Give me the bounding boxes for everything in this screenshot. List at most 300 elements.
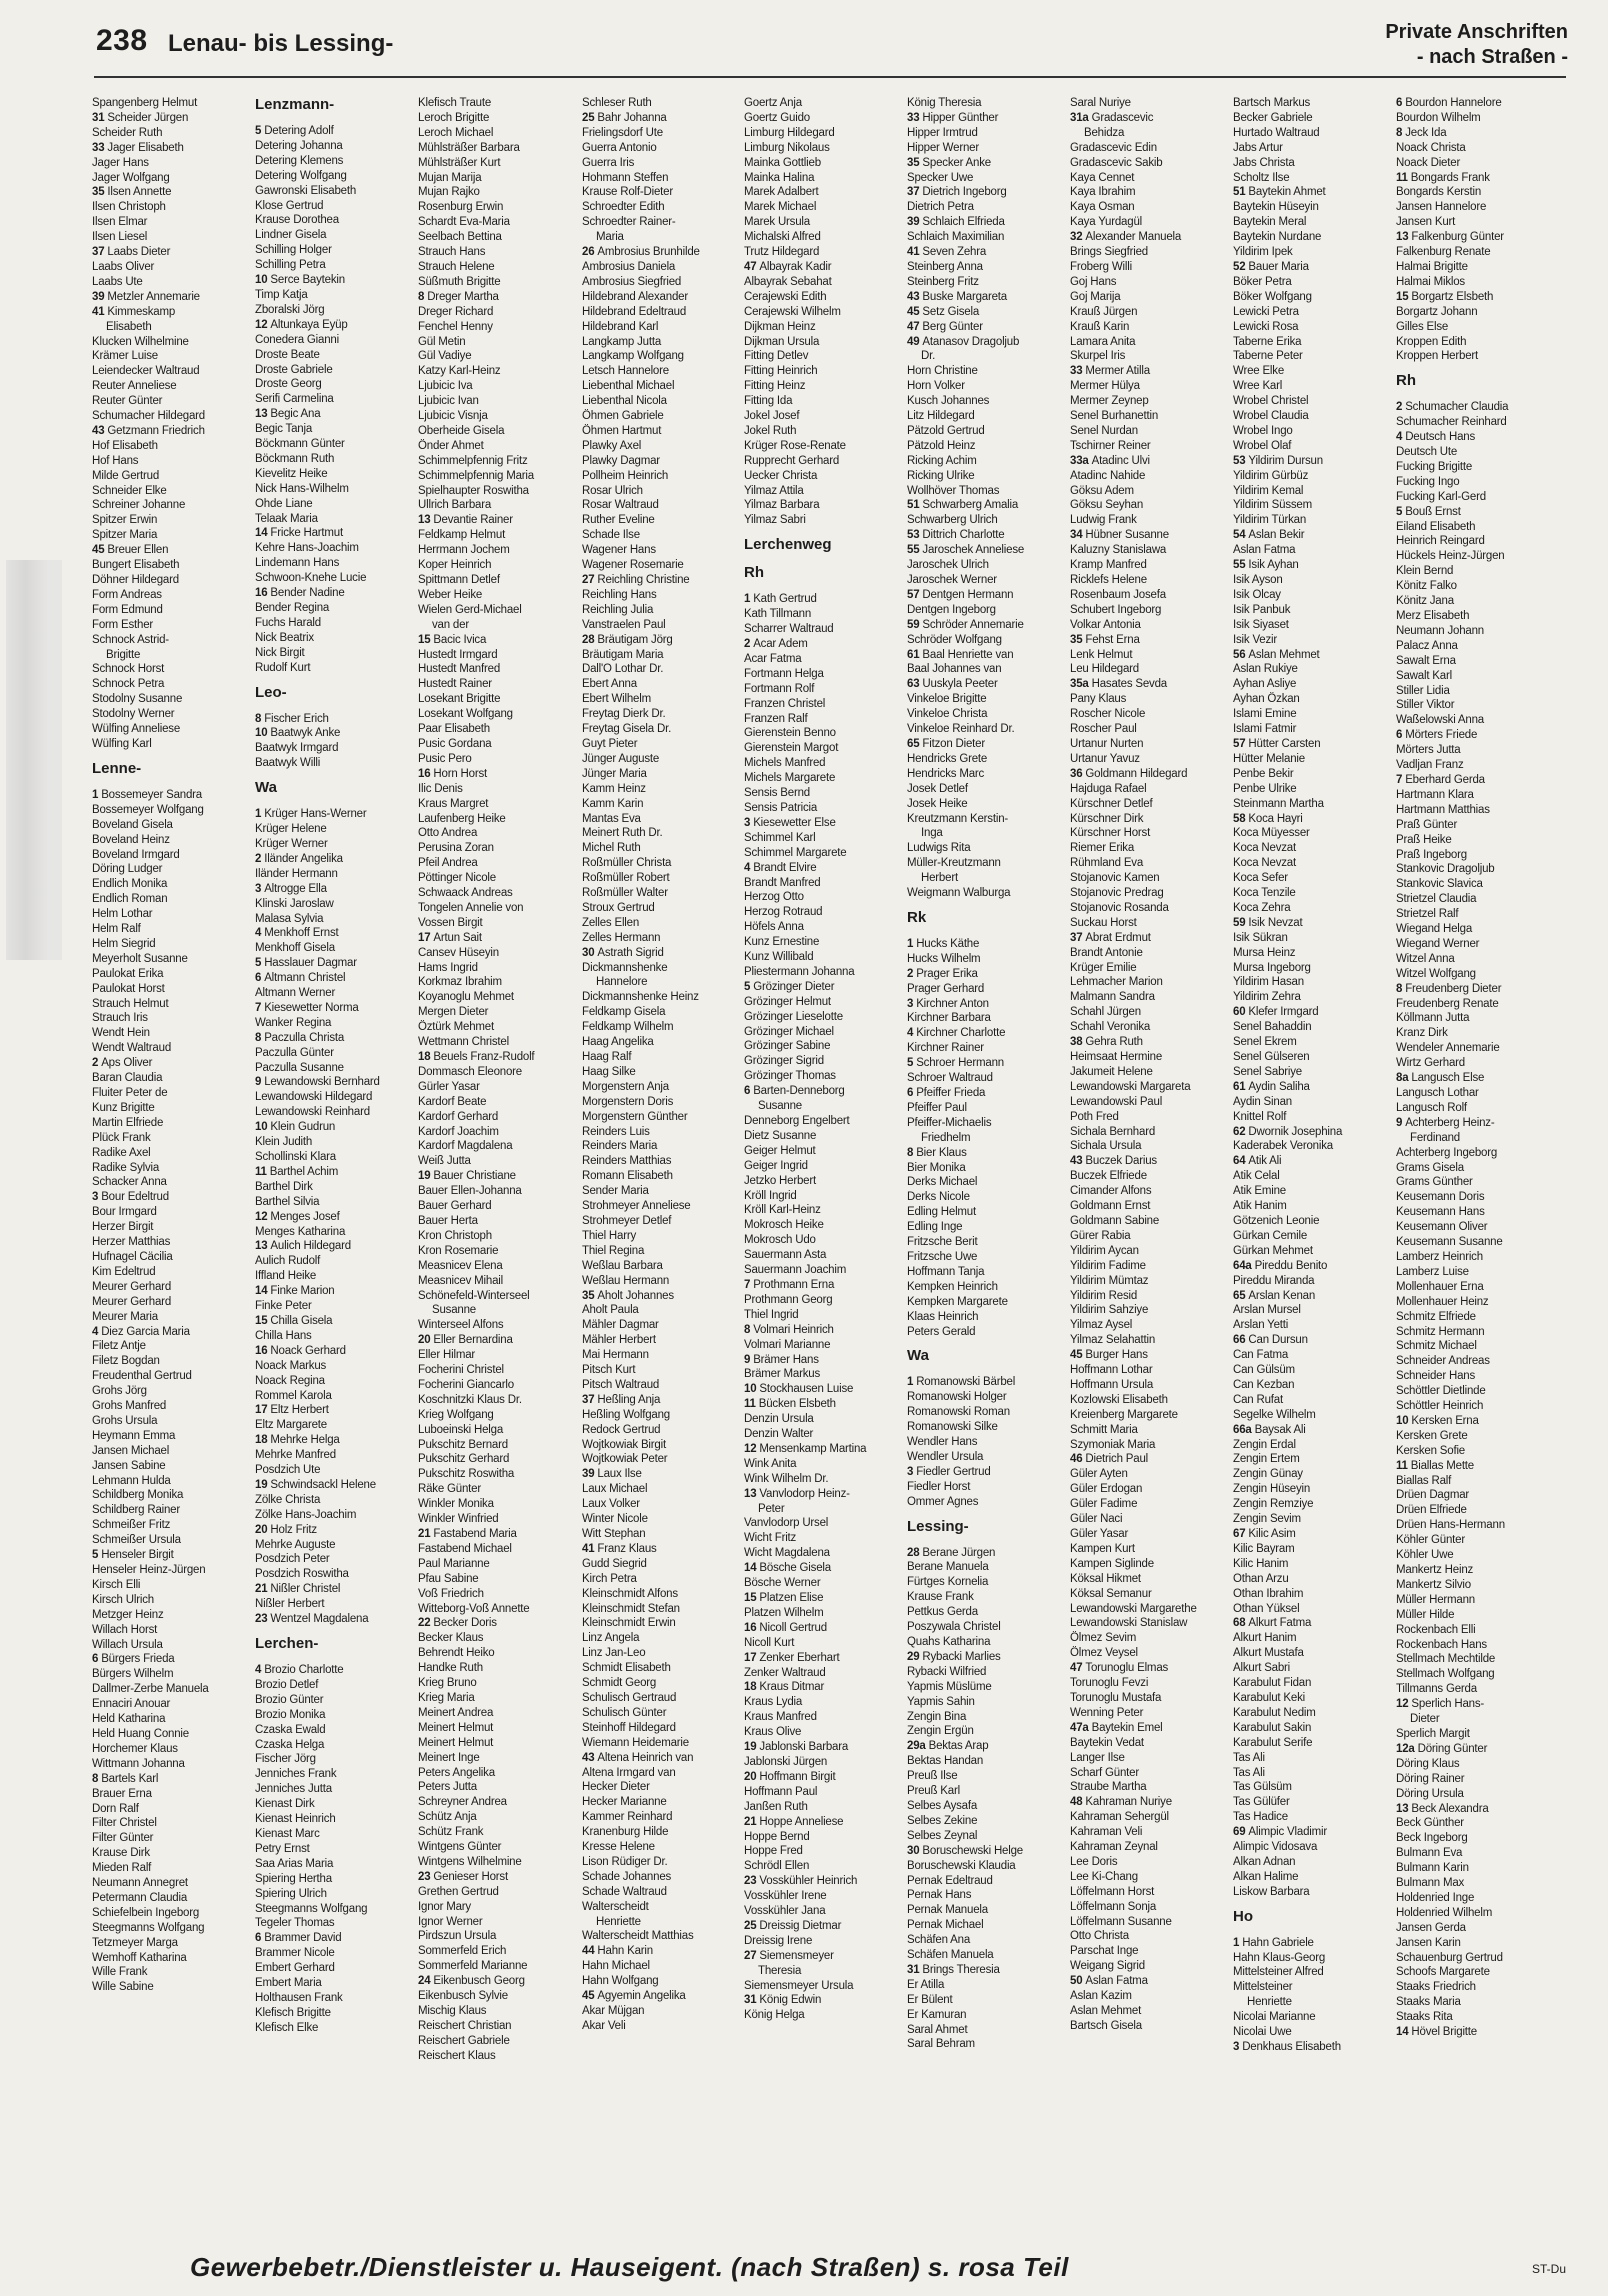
resident-name: Krüger Hans-Werner: [264, 808, 367, 821]
directory-entry: [1396, 96, 1556, 111]
directory-entry: Uecker Christa: [744, 469, 818, 482]
directory-entry: Pukschitz Roswitha: [418, 1468, 515, 1481]
house-number: 64a: [1233, 1259, 1252, 1272]
directory-entry: Praß Günter: [1396, 818, 1458, 831]
directory-entry: Alkurt Mustafa: [1233, 1647, 1304, 1660]
directory-entry: Falkenburg Renate: [1396, 246, 1491, 259]
directory-entry: Öhmen Hartmut: [582, 424, 662, 437]
directory-entry: Vinkeloe Brigitte: [907, 693, 987, 706]
directory-entry: Isik Olcay: [1233, 588, 1281, 601]
directory-entry: Schmitz Hermann: [1396, 1325, 1485, 1338]
directory-entry: Ebert Anna: [582, 678, 637, 691]
directory-column-2: [255, 96, 415, 2224]
directory-entry: Dreissig Irene: [744, 1934, 813, 1947]
directory-entry: [418, 1333, 578, 1348]
house-number: 24: [418, 1975, 431, 1988]
directory-entry: Ricking Achim: [907, 454, 977, 467]
directory-entry: Schade Ilse: [582, 529, 640, 542]
directory-entry: Löffelmann Susanne: [1070, 1915, 1172, 1928]
directory-entry: Bier Monika: [907, 1161, 966, 1174]
directory-entry: Mokrosch Heike: [744, 1219, 824, 1232]
directory-entry: Urtanur Yavuz: [1070, 752, 1140, 765]
directory-entry: Herzer Birgit: [92, 1221, 154, 1234]
house-number: 8: [1396, 126, 1403, 139]
directory-entry: [1070, 1721, 1230, 1736]
resident-name: Koca Hayri: [1248, 812, 1303, 825]
directory-entry: Kramp Manfred: [1070, 559, 1147, 572]
directory-entry: Hecker Dieter: [582, 1781, 650, 1794]
directory-entry: Karabulut Nedim: [1233, 1706, 1316, 1719]
directory-entry: Schoofs Margarete: [1396, 1966, 1490, 1979]
house-number: 21: [255, 1583, 268, 1596]
directory-entry: Steinberg Fritz: [907, 275, 979, 288]
directory-entry: Czaska Ewald: [255, 1723, 326, 1736]
directory-entry: Geiger Ingrid: [744, 1159, 808, 1172]
directory-entry: Zengin Ergün: [907, 1725, 974, 1738]
directory-entry: Jaroschek Ulrich: [907, 559, 989, 572]
directory-entry: [907, 1650, 1067, 1665]
resident-name: Schroer Hermann: [916, 1057, 1004, 1070]
resident-name: Mörters Friede: [1405, 729, 1478, 742]
house-number: 61: [1233, 1080, 1246, 1093]
street-heading: Rk: [907, 908, 927, 926]
directory-entry: Tillmanns Gerda: [1396, 1683, 1477, 1696]
directory-entry: [907, 677, 1067, 692]
directory-entry: Hof Elisabeth: [92, 439, 158, 452]
house-number: 13: [418, 514, 431, 527]
resident-name: Setz Gisela: [922, 305, 980, 318]
house-number: 27: [582, 574, 595, 586]
directory-entry: Strauch Iris: [92, 1012, 148, 1025]
directory-entry: Wollhöver Thomas: [907, 484, 1000, 497]
resident-name: Dreissig Dietmar: [759, 1919, 842, 1932]
directory-entry: Thiel Ingrid: [744, 1308, 799, 1321]
directory-entry: Jansen Karin: [1396, 1936, 1461, 1949]
directory-entry: Akar Müjgan: [582, 2005, 645, 2017]
directory-entry: [582, 1944, 742, 1959]
directory-entry: [744, 1323, 904, 1338]
directory-entry: Krause Frank: [907, 1591, 974, 1604]
directory-entry: Grözinger Thomas: [744, 1070, 836, 1083]
directory-entry: Linz Angela: [582, 1632, 640, 1645]
directory-entry: Paczulla Susanne: [255, 1061, 344, 1074]
resident-name: Dietrich Ingeborg: [922, 186, 1007, 199]
house-number: 4: [255, 927, 262, 940]
directory-entry: Lindemann Hans: [255, 557, 340, 570]
directory-entry: Willach Horst: [92, 1623, 158, 1636]
house-number: 8: [1396, 982, 1403, 995]
resident-name: Fricke Hartmut: [270, 527, 344, 540]
directory-entry: Liskow Barbara: [1233, 1885, 1310, 1898]
house-number: 6: [92, 1653, 99, 1666]
directory-entry: Wrobel Christel: [1233, 395, 1309, 408]
directory-entry: Rosar Ulrich: [582, 484, 643, 497]
directory-entry: [92, 543, 252, 558]
directory-column-6: [907, 96, 1067, 2224]
directory-entry: Saral Nuriye: [1070, 97, 1131, 109]
directory-entry: Preuß Karl: [907, 1785, 960, 1798]
directory-entry: [744, 1874, 904, 1889]
directory-entry: [1233, 528, 1393, 543]
directory-entry: [1070, 230, 1230, 245]
directory-entry: Kreutzmann Kerstin-: [907, 812, 1009, 825]
directory-entry: Hipper Irmtrud: [907, 126, 978, 139]
directory-entry: Döring Rainer: [1396, 1772, 1465, 1785]
house-number: 8: [907, 1146, 914, 1159]
resident-name: Reichling Christine: [597, 574, 690, 586]
directory-entry: [255, 882, 415, 897]
directory-entry: Koca Tenzile: [1233, 887, 1296, 900]
house-number: 66a: [1233, 1423, 1252, 1436]
house-number: 10: [255, 727, 268, 740]
resident-name: Arslan Kenan: [1248, 1289, 1316, 1302]
directory-entry: Laabs Oliver: [92, 260, 155, 273]
directory-entry: Helm Lothar: [92, 908, 153, 921]
directory-entry: [744, 260, 904, 275]
directory-entry: Isik Siyaset: [1233, 618, 1289, 631]
directory-entry: Wendeler Annemarie: [1396, 1042, 1500, 1055]
directory-entry: Dommasch Eleonore: [418, 1065, 522, 1078]
entry-continuation: Ferdinand: [1410, 1131, 1460, 1144]
directory-entry: Schahl Jürgen: [1070, 1006, 1141, 1019]
directory-entry: Hustedt Rainer: [418, 678, 492, 691]
directory-entry: Grözinger Sabine: [744, 1040, 831, 1053]
directory-entry: Fiedler Horst: [907, 1480, 971, 1493]
directory-entry: Droste Georg: [255, 378, 322, 391]
directory-entry: Nick Beatrix: [255, 631, 314, 644]
resident-name: Getzmann Friedrich: [107, 424, 205, 437]
directory-entry: [744, 1949, 904, 1964]
resident-name: Hahn Karin: [597, 1945, 653, 1958]
resident-name: Falkenburg Günter: [1411, 231, 1504, 244]
house-number: 10: [744, 1383, 757, 1396]
directory-entry: [744, 1353, 904, 1368]
directory-entry: Könitz Falko: [1396, 580, 1457, 593]
resident-name: Freudenberg Dieter: [1405, 982, 1502, 995]
directory-entry: Laabs Ute: [92, 275, 143, 288]
directory-entry: Morgenstern Günther: [582, 1110, 688, 1123]
house-number: 23: [255, 1613, 268, 1626]
directory-entry: Otto Christa: [1070, 1930, 1129, 1943]
directory-entry: Yildirim Türkan: [1233, 514, 1307, 527]
directory-entry: Frielingsdorf Ute: [582, 126, 663, 139]
directory-entry: Jenniches Jutta: [255, 1783, 332, 1796]
directory-entry: Schumacher Hildegard: [92, 410, 205, 423]
directory-entry: Kamm Karin: [582, 797, 644, 810]
resident-name: Mensenkamp Martina: [759, 1442, 867, 1455]
house-number: 53: [907, 529, 920, 542]
directory-entry: Mörters Jutta: [1396, 744, 1461, 757]
directory-entry: [1396, 230, 1556, 245]
house-number: 16: [744, 1621, 757, 1634]
directory-entry: Measnicev Mihail: [418, 1274, 503, 1287]
resident-name: Hübner Susanne: [1085, 529, 1169, 542]
directory-entry: Göksu Seyhan: [1070, 499, 1144, 512]
directory-entry: Cerajewski Edith: [744, 290, 827, 303]
directory-entry: Torunoglu Fevzi: [1070, 1677, 1149, 1690]
directory-entry: Er Kamuran: [907, 2008, 967, 2021]
house-number: 37: [1070, 931, 1083, 944]
directory-entry: Boveland Heinz: [92, 833, 170, 846]
directory-entry: Ricking Ulrike: [907, 469, 975, 482]
directory-entry: Grohs Jörg: [92, 1385, 147, 1398]
directory-entry: [255, 712, 415, 727]
resident-name: Biallas Mette: [1410, 1459, 1474, 1472]
directory-entry: [1070, 111, 1230, 126]
directory-entry: [744, 1591, 904, 1606]
resident-name: Gehra Ruth: [1085, 1036, 1143, 1049]
directory-entry: [744, 1442, 904, 1457]
directory-entry: Perusina Zoran: [418, 842, 494, 855]
directory-entry: Jaroschek Werner: [907, 574, 997, 586]
directory-entry: Tas Ali: [1233, 1766, 1265, 1779]
directory-entry: Karabulut Sakin: [1233, 1721, 1312, 1734]
resident-name: Siemensmeyer: [759, 1949, 834, 1962]
house-number: 16: [255, 1344, 268, 1357]
directory-entry: Mähler Dagmar: [582, 1319, 659, 1332]
directory-entry: Paar Elisabeth: [418, 723, 490, 736]
footer-note: Gewerbebetr./Dienstleister u. Hauseigent. (nach Straßen) s. rosa Teil: [190, 2252, 1069, 2282]
directory-entry: Boruschewski Klaudia: [907, 1859, 1016, 1872]
directory-entry: Sichala Ursula: [1070, 1140, 1142, 1153]
directory-entry: Pitsch Kurt: [582, 1364, 636, 1377]
directory-entry: [1233, 2040, 1393, 2055]
directory-entry: Geiger Helmut: [744, 1144, 816, 1157]
house-number: 31: [744, 1994, 757, 2007]
directory-entry: Stankovic Dragoljub: [1396, 863, 1495, 876]
house-number: 20: [418, 1334, 431, 1347]
house-number: 51: [1233, 186, 1246, 199]
resident-name: Serce Baytekin: [270, 274, 345, 287]
directory-entry: [744, 1561, 904, 1576]
resident-name: Eberhard Gerda: [1405, 773, 1485, 786]
directory-entry: Skurpel Iris: [1070, 350, 1126, 363]
directory-entry: Kath Tillmann: [744, 608, 812, 621]
directory-entry: [744, 1815, 904, 1830]
directory-entry: [418, 767, 578, 782]
directory-entry: Pernak Edeltraud: [907, 1874, 993, 1887]
directory-entry: Volmari Marianne: [744, 1338, 831, 1351]
resident-name: Agyemin Angelika: [597, 1990, 686, 2003]
directory-entry: [255, 318, 415, 333]
directory-entry: Romanowski Silke: [907, 1421, 998, 1434]
directory-entry: Grethen Gertrud: [418, 1885, 499, 1898]
directory-entry: Pukschitz Gerhard: [418, 1453, 510, 1466]
house-number: 3: [1233, 2041, 1240, 2053]
house-number: 14: [744, 1562, 757, 1575]
directory-entry: Jansen Kurt: [1396, 216, 1456, 229]
resident-name: Albayrak Kadir: [759, 260, 832, 273]
directory-entry: [92, 1548, 252, 1563]
directory-entry: Witt Stephan: [582, 1528, 646, 1540]
resident-name: Bauer Christiane: [433, 1170, 516, 1183]
directory-entry: Weßlau Barbara: [582, 1259, 663, 1272]
directory-entry: [255, 273, 415, 288]
directory-entry: Othan Ibrahim: [1233, 1587, 1304, 1600]
directory-entry: Roßmüller Walter: [582, 887, 668, 900]
directory-entry: [1233, 1825, 1393, 1840]
house-number: 23: [418, 1870, 431, 1883]
house-number: 13: [1396, 1802, 1409, 1815]
house-number: 14: [255, 1285, 268, 1298]
directory-entry: Mehrke Manfred: [255, 1449, 336, 1462]
directory-entry: Gierenstein Margot: [744, 742, 839, 755]
house-number: 2: [907, 967, 914, 980]
directory-entry: Petermann Claudia: [92, 1891, 188, 1904]
directory-entry: Schroer Waltraud: [907, 1072, 993, 1085]
directory-entry: [1396, 126, 1556, 141]
directory-entry: Pernak Michael: [907, 1919, 984, 1932]
directory-entry: Stojanovic Kamen: [1070, 872, 1160, 885]
resident-name: Buske Margareta: [922, 290, 1007, 303]
directory-entry: Sauermann Joachim: [744, 1264, 847, 1277]
directory-entry: Leiendecker Waltraud: [92, 365, 200, 378]
directory-entry: Göksu Adem: [1070, 484, 1134, 497]
directory-entry: [418, 1974, 578, 1989]
directory-entry: Eiland Elisabeth: [1396, 520, 1476, 533]
house-number: 5: [744, 980, 751, 993]
house-number: 3: [92, 1191, 99, 1204]
house-number: 61: [907, 648, 920, 661]
directory-entry: [1396, 290, 1556, 305]
directory-entry: Parschat Inge: [1070, 1945, 1139, 1958]
house-number: 38: [1070, 1036, 1083, 1049]
directory-entry: Strietzel Ralf: [1396, 908, 1459, 921]
directory-entry: Kirsch Ulrich: [92, 1593, 154, 1606]
directory-entry: Lehmacher Marion: [1070, 976, 1163, 989]
resident-name: Aps Oliver: [101, 1057, 153, 1070]
directory-entry: Paczulla Günter: [255, 1046, 334, 1059]
house-number: 29a: [907, 1740, 926, 1753]
directory-entry: Atik Celal: [1233, 1170, 1280, 1183]
entry-continuation: Inga: [921, 827, 943, 840]
directory-entry: Pfeil Andrea: [418, 857, 478, 870]
house-number: 35: [907, 156, 920, 169]
directory-entry: Selbes Aysafa: [907, 1799, 978, 1812]
house-number: 65: [1233, 1289, 1246, 1302]
house-number: 5: [907, 1057, 914, 1070]
directory-entry: Losekant Wolfgang: [418, 708, 513, 721]
house-number: 11: [1396, 171, 1408, 184]
house-number: 1: [907, 1376, 914, 1389]
resident-name: Bouß Ernst: [1405, 505, 1461, 518]
street-heading: Rh: [744, 564, 764, 582]
directory-entry: Eller Hilmar: [418, 1349, 476, 1362]
directory-entry: Stroux Gertrud: [582, 901, 655, 914]
resident-name: Deutsch Hans: [1405, 431, 1476, 444]
directory-entry: Schollinski Klara: [255, 1151, 336, 1163]
directory-entry: Klefisch Elke: [255, 2021, 319, 2034]
street-heading: Lessing-: [907, 1517, 969, 1535]
directory-entry: [255, 1239, 415, 1254]
house-number: 35: [582, 1289, 595, 1302]
directory-entry: Akar Veli: [582, 2019, 626, 2032]
directory-entry: [255, 807, 415, 822]
directory-entry: Er Bülent: [907, 1993, 953, 2006]
directory-entry: [255, 1612, 415, 1627]
directory-entry: [744, 1651, 904, 1666]
directory-entry: Koca Müyesser: [1233, 827, 1310, 840]
directory-entry: Yilmaz Selahattin: [1070, 1334, 1156, 1347]
directory-entry: Wree Elke: [1233, 365, 1285, 378]
house-number: 8: [744, 1323, 751, 1336]
house-number: 14: [255, 527, 268, 540]
directory-entry: Dietrich Petra: [907, 201, 974, 214]
resident-name: Gradascevic: [1091, 111, 1154, 124]
directory-entry: Selbes Zeynal: [907, 1829, 978, 1842]
directory-entry: Lamberz Heinrich: [1396, 1250, 1483, 1263]
directory-entry: Redock Gertrud: [582, 1423, 661, 1436]
directory-entry: [92, 245, 252, 260]
directory-entry: Denneborg Engelbert: [744, 1115, 850, 1127]
directory-entry: Döring Klaus: [1396, 1757, 1460, 1770]
directory-entry: Eltz Margarete: [255, 1419, 327, 1432]
house-number: 36: [1070, 767, 1083, 780]
house-number: 7: [744, 1278, 751, 1291]
side-thumb-mark: [6, 560, 62, 960]
house-number: 8: [418, 290, 425, 303]
directory-entry: Edling Helmut: [907, 1206, 976, 1219]
directory-entry: Köllmann Jutta: [1396, 1012, 1470, 1025]
directory-entry: [255, 1344, 415, 1359]
directory-entry: Mermer Hülya: [1070, 380, 1140, 393]
directory-entry: Kron Christoph: [418, 1229, 492, 1242]
directory-entry: Heymann Emma: [92, 1429, 176, 1442]
house-number: 48: [1070, 1796, 1083, 1809]
resident-name: Alexander Manuela: [1085, 231, 1182, 244]
directory-entry: Jansen Sabine: [92, 1459, 166, 1472]
resident-name: Hoffmann Birgit: [759, 1770, 836, 1783]
directory-entry: Helm Siegrid: [92, 937, 156, 950]
house-number: 45: [1070, 1349, 1083, 1362]
resident-name: Hövel Brigitte: [1411, 2026, 1477, 2039]
directory-entry: Ölmez Veysel: [1070, 1647, 1138, 1660]
directory-entry: Freudenberg Renate: [1396, 997, 1499, 1010]
resident-name: Denkhaus Elisabeth: [1242, 2041, 1341, 2053]
resident-name: Bartels Karl: [101, 1772, 159, 1785]
directory-entry: Zölke Hans-Joachim: [255, 1508, 357, 1521]
directory-entry: Isik Vezir: [1233, 633, 1278, 646]
directory-entry: Gawronski Elisabeth: [255, 184, 357, 197]
directory-entry: [255, 1663, 415, 1678]
directory-entry: Rockenbach Elli: [1396, 1623, 1476, 1636]
house-number: 68: [1233, 1617, 1246, 1630]
directory-entry: Schneider Elke: [92, 484, 167, 497]
directory-entry: Bürgers Wilhelm: [92, 1668, 174, 1681]
directory-entry: Feldkamp Gisela: [582, 1006, 666, 1019]
directory-entry: Katzy Karl-Heinz: [418, 365, 501, 378]
directory-entry: Steegmanns Wolfgang: [255, 1902, 368, 1915]
directory-entry: Lewandowski Hildegard: [255, 1091, 373, 1104]
directory-entry: Walterscheidt Matthias: [582, 1930, 694, 1943]
directory-entry: Grözinger Michael: [744, 1025, 834, 1038]
directory-entry: Krause Dirk: [92, 1847, 150, 1860]
resident-name: Bacic Ivica: [433, 633, 487, 646]
directory-entry: Kirch Petra: [582, 1572, 637, 1585]
directory-entry: Bongards Kerstin: [1396, 186, 1482, 199]
house-number: 43: [92, 424, 105, 437]
directory-entry: Reischert Klaus: [418, 2049, 496, 2062]
house-number: 30: [907, 1844, 920, 1857]
directory-entry: Hoppe Fred: [744, 1845, 803, 1858]
directory-entry: Wülfing Anneliese: [92, 723, 181, 736]
directory-entry: Posdzich Peter: [255, 1553, 330, 1566]
directory-entry: Klefisch Brigitte: [255, 2006, 331, 2019]
directory-entry: Radike Sylvia: [92, 1161, 160, 1174]
resident-name: Heßling Anja: [597, 1393, 661, 1406]
directory-entry: Dallmer-Zerbe Manuela: [92, 1683, 209, 1696]
directory-entry: Grohs Manfred: [92, 1400, 167, 1413]
